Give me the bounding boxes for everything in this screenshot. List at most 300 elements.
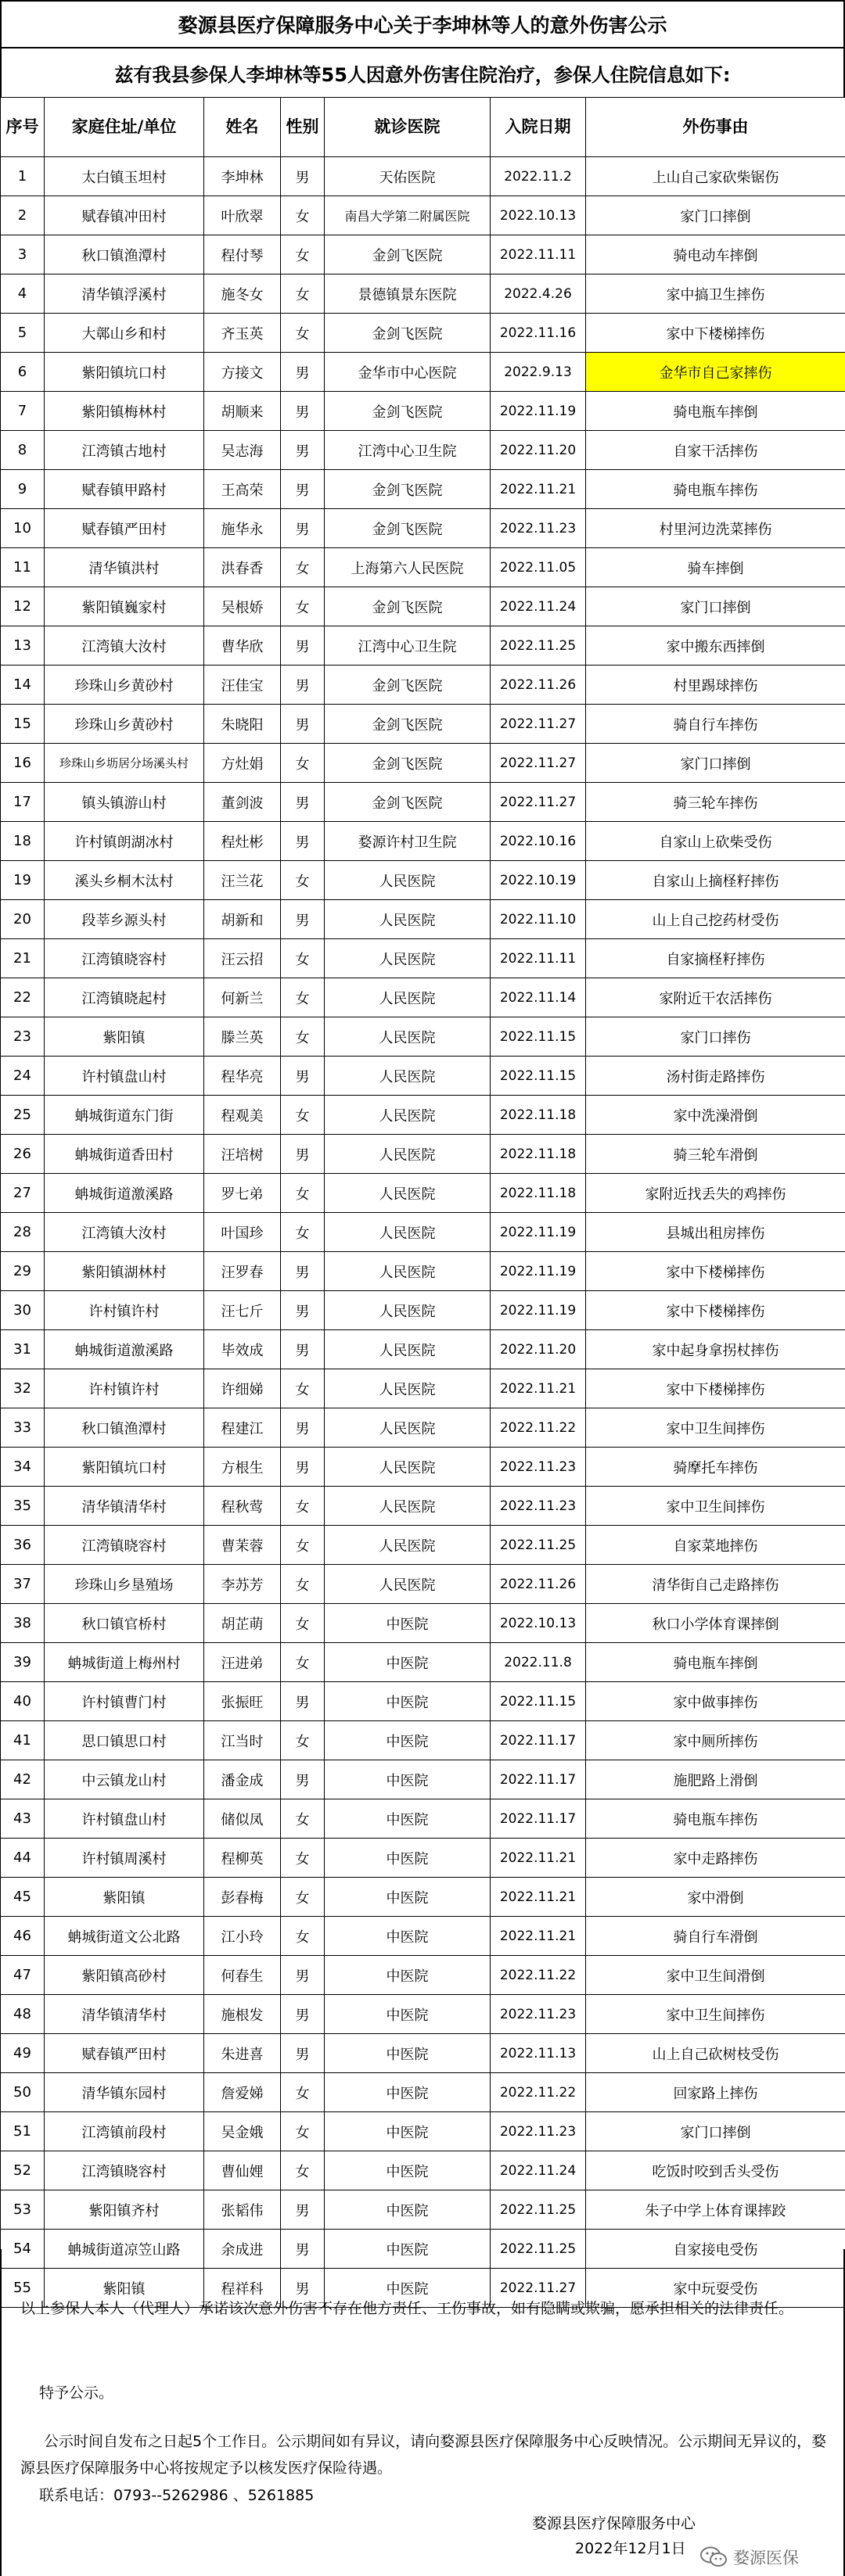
cell-reason: 家中走路摔伤 <box>586 1839 845 1878</box>
cell-hospital: 金剑飞医院 <box>325 783 491 822</box>
cell-date: 2022.11.15 <box>491 1057 586 1096</box>
cell-address: 江湾镇晓容村 <box>45 2151 204 2190</box>
cell-gender: 女 <box>281 1799 325 1839</box>
cell-address: 蚺城街道激溪路 <box>45 1174 204 1213</box>
table-row <box>1 509 845 548</box>
cell-seq: 17 <box>1 783 45 822</box>
table-row <box>1 1799 845 1839</box>
header-reason: 外伤事由 <box>586 98 845 157</box>
table-row <box>1 2190 845 2230</box>
cell-reason: 家中洗澡滑倒 <box>586 1096 845 1135</box>
cell-hospital: 人民医院 <box>325 1448 491 1487</box>
cell-reason: 家门口摔倒 <box>586 744 845 783</box>
table-row <box>1 900 845 939</box>
cell-address: 紫阳镇巍家村 <box>45 587 204 626</box>
cell-reason: 村里河边洗菜摔伤 <box>586 509 845 548</box>
cell-hospital: 中医院 <box>325 2151 491 2190</box>
cell-address: 珍珠山乡黄砂村 <box>45 666 204 705</box>
cell-date: 2022.11.25 <box>491 1526 586 1565</box>
cell-date: 2022.11.24 <box>491 2151 586 2190</box>
contact-phone: 联系电话：0793--5262986 、5261885 <box>39 2487 315 2504</box>
cell-name: 潘金成 <box>204 1760 281 1799</box>
cell-date: 2022.11.22 <box>491 1956 586 1995</box>
page-subtitle: 兹有我县参保人李坤林等55人因意外伤害住院治疗，参保人住院信息如下: <box>0 48 845 97</box>
cell-gender: 男 <box>281 1291 325 1330</box>
cell-gender: 女 <box>281 1917 325 1956</box>
cell-name: 曹华欣 <box>204 626 281 666</box>
cell-seq: 33 <box>1 1408 45 1448</box>
cell-seq: 8 <box>1 431 45 470</box>
cell-name: 朱进喜 <box>204 2034 281 2073</box>
table-row <box>1 744 845 783</box>
table-row <box>1 1526 845 1565</box>
cell-hospital: 金剑飞医院 <box>325 470 491 509</box>
cell-hospital: 上海第六人民医院 <box>325 548 491 587</box>
cell-reason: 村里踢球摔伤 <box>586 666 845 705</box>
cell-date: 2022.11.18 <box>491 1096 586 1135</box>
cell-reason: 家中下楼梯摔伤 <box>586 1252 845 1291</box>
table-row <box>1 822 845 861</box>
cell-name: 汪兰花 <box>204 861 281 900</box>
cell-reason: 骑车摔倒 <box>586 548 845 587</box>
table-row <box>1 1448 845 1487</box>
cell-address: 紫阳镇梅林村 <box>45 392 204 431</box>
cell-reason: 家中滑倒 <box>586 1878 845 1917</box>
table-row <box>1 314 845 353</box>
cell-gender: 女 <box>281 744 325 783</box>
table-row <box>1 1760 845 1799</box>
cell-reason: 家中下楼梯摔伤 <box>586 1369 845 1408</box>
cell-hospital: 中医院 <box>325 2230 491 2269</box>
cell-seq: 49 <box>1 2034 45 2073</box>
cell-name: 何新兰 <box>204 978 281 1017</box>
cell-address: 珍珠山乡坜居分场溪头村 <box>45 744 204 783</box>
cell-name: 李苏芳 <box>204 1565 281 1604</box>
cell-seq: 31 <box>1 1330 45 1369</box>
cell-address: 清华镇洪村 <box>45 548 204 587</box>
cell-hospital: 金剑飞医院 <box>325 509 491 548</box>
cell-name: 胡新和 <box>204 900 281 939</box>
cell-seq: 36 <box>1 1526 45 1565</box>
cell-gender: 女 <box>281 1487 325 1526</box>
cell-seq: 54 <box>1 2230 45 2269</box>
cell-reason: 自家山上摘柽籽摔伤 <box>586 861 845 900</box>
cell-name: 詹爱娣 <box>204 2073 281 2112</box>
cell-name: 李坤林 <box>204 157 281 196</box>
cell-address: 清华镇清华村 <box>45 1487 204 1526</box>
cell-seq: 5 <box>1 314 45 353</box>
cell-name: 朱晓阳 <box>204 705 281 744</box>
cell-seq: 10 <box>1 509 45 548</box>
cell-date: 2022.11.19 <box>491 1291 586 1330</box>
cell-address: 溪头乡桐木汰村 <box>45 861 204 900</box>
header-name: 姓名 <box>204 98 281 157</box>
cell-seq: 23 <box>1 1017 45 1057</box>
cell-gender: 女 <box>281 1604 325 1643</box>
cell-gender: 女 <box>281 1174 325 1213</box>
cell-address: 许村镇许村 <box>45 1369 204 1408</box>
table-row <box>1 235 845 274</box>
cell-hospital: 中医院 <box>325 1917 491 1956</box>
cell-date: 2022.11.13 <box>491 2034 586 2073</box>
cell-hospital: 金剑飞医院 <box>325 587 491 626</box>
cell-address: 秋口镇渔潭村 <box>45 1408 204 1448</box>
cell-name: 叶国珍 <box>204 1213 281 1252</box>
cell-address: 许村镇盘山村 <box>45 1057 204 1096</box>
cell-seq: 38 <box>1 1604 45 1643</box>
cell-hospital: 人民医院 <box>325 1135 491 1174</box>
cell-date: 2022.11.18 <box>491 1135 586 1174</box>
cell-reason: 骑摩托车摔伤 <box>586 1448 845 1487</box>
cell-date: 2022.11.23 <box>491 1448 586 1487</box>
cell-seq: 30 <box>1 1291 45 1330</box>
table-row <box>1 861 845 900</box>
cell-gender: 女 <box>281 314 325 353</box>
cell-date: 2022.11.19 <box>491 1252 586 1291</box>
cell-address: 秋口镇渔潭村 <box>45 235 204 274</box>
table-row <box>1 1878 845 1917</box>
cell-hospital: 中医院 <box>325 1956 491 1995</box>
cell-seq: 43 <box>1 1799 45 1839</box>
cell-gender: 男 <box>281 1956 325 1995</box>
cell-seq: 18 <box>1 822 45 861</box>
cell-gender: 女 <box>281 939 325 978</box>
cell-address: 珍珠山乡黄砂村 <box>45 705 204 744</box>
cell-gender: 男 <box>281 900 325 939</box>
cell-reason: 骑自行车摔伤 <box>586 705 845 744</box>
cell-name: 吴金娥 <box>204 2112 281 2151</box>
cell-address: 紫阳镇 <box>45 1878 204 1917</box>
cell-seq: 39 <box>1 1643 45 1682</box>
cell-hospital: 中医院 <box>325 2112 491 2151</box>
cell-date: 2022.11.16 <box>491 314 586 353</box>
cell-date: 2022.11.14 <box>491 978 586 1017</box>
cell-seq: 40 <box>1 1682 45 1721</box>
cell-name: 程灶彬 <box>204 822 281 861</box>
cell-gender: 女 <box>281 1526 325 1565</box>
cell-gender: 男 <box>281 509 325 548</box>
cell-gender: 女 <box>281 1096 325 1135</box>
cell-address: 思口镇思口村 <box>45 1721 204 1760</box>
cell-hospital: 南昌大学第二附属医院 <box>325 196 491 235</box>
cell-seq: 51 <box>1 2112 45 2151</box>
cell-address: 清华镇浮溪村 <box>45 274 204 314</box>
cell-seq: 9 <box>1 470 45 509</box>
cell-date: 2022.11.26 <box>491 666 586 705</box>
cell-name: 齐玉英 <box>204 314 281 353</box>
cell-seq: 26 <box>1 1135 45 1174</box>
cell-reason: 家附近干农活摔伤 <box>586 978 845 1017</box>
watermark-text: 婺源医保 <box>733 2549 799 2567</box>
cell-date: 2022.11.17 <box>491 1760 586 1799</box>
cell-date: 2022.11.18 <box>491 1174 586 1213</box>
cell-reason: 家中下楼梯摔伤 <box>586 314 845 353</box>
cell-seq: 46 <box>1 1917 45 1956</box>
table-row <box>1 783 845 822</box>
cell-address: 赋春镇甲路村 <box>45 470 204 509</box>
cell-date: 2022.11.27 <box>491 744 586 783</box>
cell-name: 何春生 <box>204 1956 281 1995</box>
cell-date: 2022.11.20 <box>491 1330 586 1369</box>
table-row <box>1 1174 845 1213</box>
cell-gender: 男 <box>281 1135 325 1174</box>
cell-address: 段莘乡源头村 <box>45 900 204 939</box>
cell-gender: 男 <box>281 2034 325 2073</box>
cell-gender: 女 <box>281 1643 325 1682</box>
table-row <box>1 1995 845 2034</box>
cell-hospital: 人民医院 <box>325 1291 491 1330</box>
cell-gender: 男 <box>281 1057 325 1096</box>
table-row <box>1 626 845 666</box>
cell-gender: 男 <box>281 2190 325 2230</box>
cell-seq: 35 <box>1 1487 45 1526</box>
table-row <box>1 2151 845 2190</box>
cell-gender: 男 <box>281 470 325 509</box>
cell-gender: 女 <box>281 235 325 274</box>
table-row <box>1 1565 845 1604</box>
cell-reason: 自家菜地摔伤 <box>586 1526 845 1565</box>
cell-date: 2022.11.21 <box>491 470 586 509</box>
table-row <box>1 1643 845 1682</box>
cell-hospital: 中医院 <box>325 1995 491 2034</box>
table-row <box>1 1839 845 1878</box>
cell-seq: 24 <box>1 1057 45 1096</box>
cell-reason: 家中做事摔伤 <box>586 1682 845 1721</box>
cell-gender: 男 <box>281 783 325 822</box>
cell-hospital: 江湾中心卫生院 <box>325 431 491 470</box>
cell-reason: 清华街自己走路摔伤 <box>586 1565 845 1604</box>
cell-date: 2022.11.27 <box>491 783 586 822</box>
cell-gender: 男 <box>281 1448 325 1487</box>
cell-address: 清华镇清华村 <box>45 1995 204 2034</box>
table-row <box>1 1682 845 1721</box>
cell-seq: 47 <box>1 1956 45 1995</box>
cell-reason: 家中卫生间摔伤 <box>586 1408 845 1448</box>
cell-hospital: 天佑医院 <box>325 157 491 196</box>
cell-address: 太白镇玉坦村 <box>45 157 204 196</box>
table-row <box>1 939 845 978</box>
cell-name: 程祥科 <box>204 2269 281 2308</box>
cell-seq: 29 <box>1 1252 45 1291</box>
cell-gender: 女 <box>281 2073 325 2112</box>
cell-date: 2022.11.15 <box>491 1682 586 1721</box>
cell-seq: 52 <box>1 2151 45 2190</box>
cell-hospital: 中医院 <box>325 1760 491 1799</box>
cell-address: 紫阳镇湖林村 <box>45 1252 204 1291</box>
cell-reason: 骑电瓶车摔伤 <box>586 1799 845 1839</box>
cell-name: 江当时 <box>204 1721 281 1760</box>
cell-address: 紫阳镇齐村 <box>45 2190 204 2230</box>
table-row <box>1 1408 845 1448</box>
table-row <box>1 1604 845 1643</box>
cell-address: 江湾镇晓起村 <box>45 978 204 1017</box>
cell-seq: 16 <box>1 744 45 783</box>
cell-reason: 骑电瓶车摔倒 <box>586 392 845 431</box>
cell-address: 蚺城街道文公北路 <box>45 1917 204 1956</box>
cell-address: 许村镇许村 <box>45 1291 204 1330</box>
cell-date: 2022.11.2 <box>491 157 586 196</box>
cell-hospital: 人民医院 <box>325 1017 491 1057</box>
cell-name: 曹茉蓉 <box>204 1526 281 1565</box>
cell-hospital: 人民医院 <box>325 1174 491 1213</box>
cell-hospital: 中医院 <box>325 1604 491 1643</box>
cell-name: 许细娣 <box>204 1369 281 1408</box>
cell-address: 蚺城街道激溪路 <box>45 1330 204 1369</box>
header-hospital: 就诊医院 <box>325 98 491 157</box>
cell-name: 洪春香 <box>204 548 281 587</box>
cell-address: 蚺城街道香田村 <box>45 1135 204 1174</box>
cell-gender: 女 <box>281 1565 325 1604</box>
cell-hospital: 人民医院 <box>325 1369 491 1408</box>
table-row <box>1 1135 845 1174</box>
cell-reason: 骑电瓶车摔伤 <box>586 470 845 509</box>
table-row <box>1 392 845 431</box>
table-header-row <box>1 98 845 157</box>
cell-name: 滕兰英 <box>204 1017 281 1057</box>
cell-hospital: 人民医院 <box>325 1526 491 1565</box>
table-row <box>1 1252 845 1291</box>
cell-date: 2022.11.27 <box>491 2269 586 2308</box>
cell-seq: 45 <box>1 1878 45 1917</box>
notice-text: 公示时间自发布之日起5个工作日。公示期间如有异议，请向婺源县医疗保障服务中心反映情况。公示期间无异议的，婺源县医疗保障服务中心将按规定予以核发医疗保险待遇。 <box>20 2433 827 2477</box>
cell-date: 2022.10.13 <box>491 196 586 235</box>
cell-gender: 男 <box>281 1252 325 1291</box>
table-row <box>1 1330 845 1369</box>
cell-seq: 7 <box>1 392 45 431</box>
cell-address: 紫阳镇高砂村 <box>45 1956 204 1995</box>
cell-gender: 男 <box>281 1995 325 2034</box>
issuing-org: 婺源县医疗保障服务中心 <box>532 2515 696 2532</box>
table-row <box>1 431 845 470</box>
table-row <box>1 274 845 314</box>
cell-reason: 金华市自己家摔伤 <box>586 353 845 392</box>
table-row <box>1 2073 845 2112</box>
cell-seq: 2 <box>1 196 45 235</box>
table-row <box>1 196 845 235</box>
cell-hospital: 人民医院 <box>325 1565 491 1604</box>
cell-hospital: 景德镇景东医院 <box>325 274 491 314</box>
cell-name: 汪培树 <box>204 1135 281 1174</box>
cell-seq: 42 <box>1 1760 45 1799</box>
cell-name: 程建江 <box>204 1408 281 1448</box>
cell-gender: 男 <box>281 2230 325 2269</box>
cell-date: 2022.11.17 <box>491 1721 586 1760</box>
cell-address: 许村镇盘山村 <box>45 1799 204 1839</box>
cell-date: 2022.11.21 <box>491 1369 586 1408</box>
cell-seq: 53 <box>1 2190 45 2230</box>
cell-gender: 女 <box>281 196 325 235</box>
cell-seq: 25 <box>1 1096 45 1135</box>
cell-name: 胡芷萌 <box>204 1604 281 1643</box>
cell-gender: 男 <box>281 392 325 431</box>
cell-hospital: 婺源许村卫生院 <box>325 822 491 861</box>
cell-date: 2022.11.19 <box>491 392 586 431</box>
cell-seq: 50 <box>1 2073 45 2112</box>
cell-seq: 12 <box>1 587 45 626</box>
cell-address: 清华镇东园村 <box>45 2073 204 2112</box>
table-row <box>1 157 845 196</box>
cell-name: 储似凤 <box>204 1799 281 1839</box>
cell-name: 汪进弟 <box>204 1643 281 1682</box>
cell-reason: 家中搞卫生摔伤 <box>586 274 845 314</box>
cell-hospital: 金剑飞医院 <box>325 392 491 431</box>
cell-reason: 县城出租房摔伤 <box>586 1213 845 1252</box>
cell-date: 2022.11.27 <box>491 705 586 744</box>
cell-seq: 1 <box>1 157 45 196</box>
cell-address: 江湾镇晓容村 <box>45 939 204 978</box>
cell-gender: 女 <box>281 1839 325 1878</box>
cell-hospital: 人民医院 <box>325 1252 491 1291</box>
cell-hospital: 人民医院 <box>325 1487 491 1526</box>
cell-address: 镇头镇游山村 <box>45 783 204 822</box>
cell-name: 胡顺来 <box>204 392 281 431</box>
header-gender: 性别 <box>281 98 325 157</box>
cell-seq: 20 <box>1 900 45 939</box>
cell-seq: 13 <box>1 626 45 666</box>
cell-gender: 男 <box>281 626 325 666</box>
table-row <box>1 1096 845 1135</box>
cell-date: 2022.11.23 <box>491 1487 586 1526</box>
cell-date: 2022.4.26 <box>491 274 586 314</box>
cell-date: 2022.11.23 <box>491 1995 586 2034</box>
cell-name: 施根发 <box>204 1995 281 2034</box>
cell-hospital: 金华市中心医院 <box>325 353 491 392</box>
cell-address: 紫阳镇 <box>45 1017 204 1057</box>
cell-reason: 骑电瓶车摔倒 <box>586 1643 845 1682</box>
cell-reason: 家中玩耍受伤 <box>586 2269 845 2308</box>
cell-reason: 吃饭时咬到舌头受伤 <box>586 2151 845 2190</box>
cell-seq: 4 <box>1 274 45 314</box>
table-row <box>1 1291 845 1330</box>
cell-hospital: 中医院 <box>325 1799 491 1839</box>
cell-date: 2022.11.26 <box>491 1565 586 1604</box>
cell-hospital: 人民医院 <box>325 1057 491 1096</box>
cell-date: 2022.11.21 <box>491 1878 586 1917</box>
cell-gender: 女 <box>281 1017 325 1057</box>
cell-hospital: 中医院 <box>325 1878 491 1917</box>
cell-address: 赋春镇严田村 <box>45 2034 204 2073</box>
cell-gender: 男 <box>281 822 325 861</box>
table-body <box>1 157 845 2308</box>
cell-date: 2022.11.25 <box>491 2190 586 2230</box>
cell-address: 紫阳镇坑口村 <box>45 353 204 392</box>
hereby-text: 特予公示。 <box>39 2384 114 2402</box>
cell-gender: 女 <box>281 978 325 1017</box>
cell-reason: 山上自己砍树枝受伤 <box>586 2034 845 2073</box>
cell-name: 方灶娟 <box>204 744 281 783</box>
cell-gender: 女 <box>281 1721 325 1760</box>
cell-gender: 男 <box>281 2269 325 2308</box>
cell-date: 2022.10.19 <box>491 861 586 900</box>
table-row <box>1 548 845 587</box>
cell-address: 江湾镇古地村 <box>45 431 204 470</box>
cell-hospital: 中医院 <box>325 2190 491 2230</box>
cell-gender: 女 <box>281 274 325 314</box>
cell-name: 王高荣 <box>204 470 281 509</box>
cell-name: 毕效成 <box>204 1330 281 1369</box>
table-row <box>1 353 845 392</box>
cell-gender: 女 <box>281 2151 325 2190</box>
cell-date: 2022.11.15 <box>491 1017 586 1057</box>
cell-reason: 家中厕所摔伤 <box>586 1721 845 1760</box>
cell-name: 汪七斤 <box>204 1291 281 1330</box>
cell-gender: 男 <box>281 1682 325 1721</box>
cell-name: 程柳英 <box>204 1839 281 1878</box>
header-seq: 序号 <box>1 98 45 157</box>
cell-seq: 22 <box>1 978 45 1017</box>
issue-date: 2022年12月1日 <box>575 2540 686 2557</box>
cell-seq: 34 <box>1 1448 45 1487</box>
